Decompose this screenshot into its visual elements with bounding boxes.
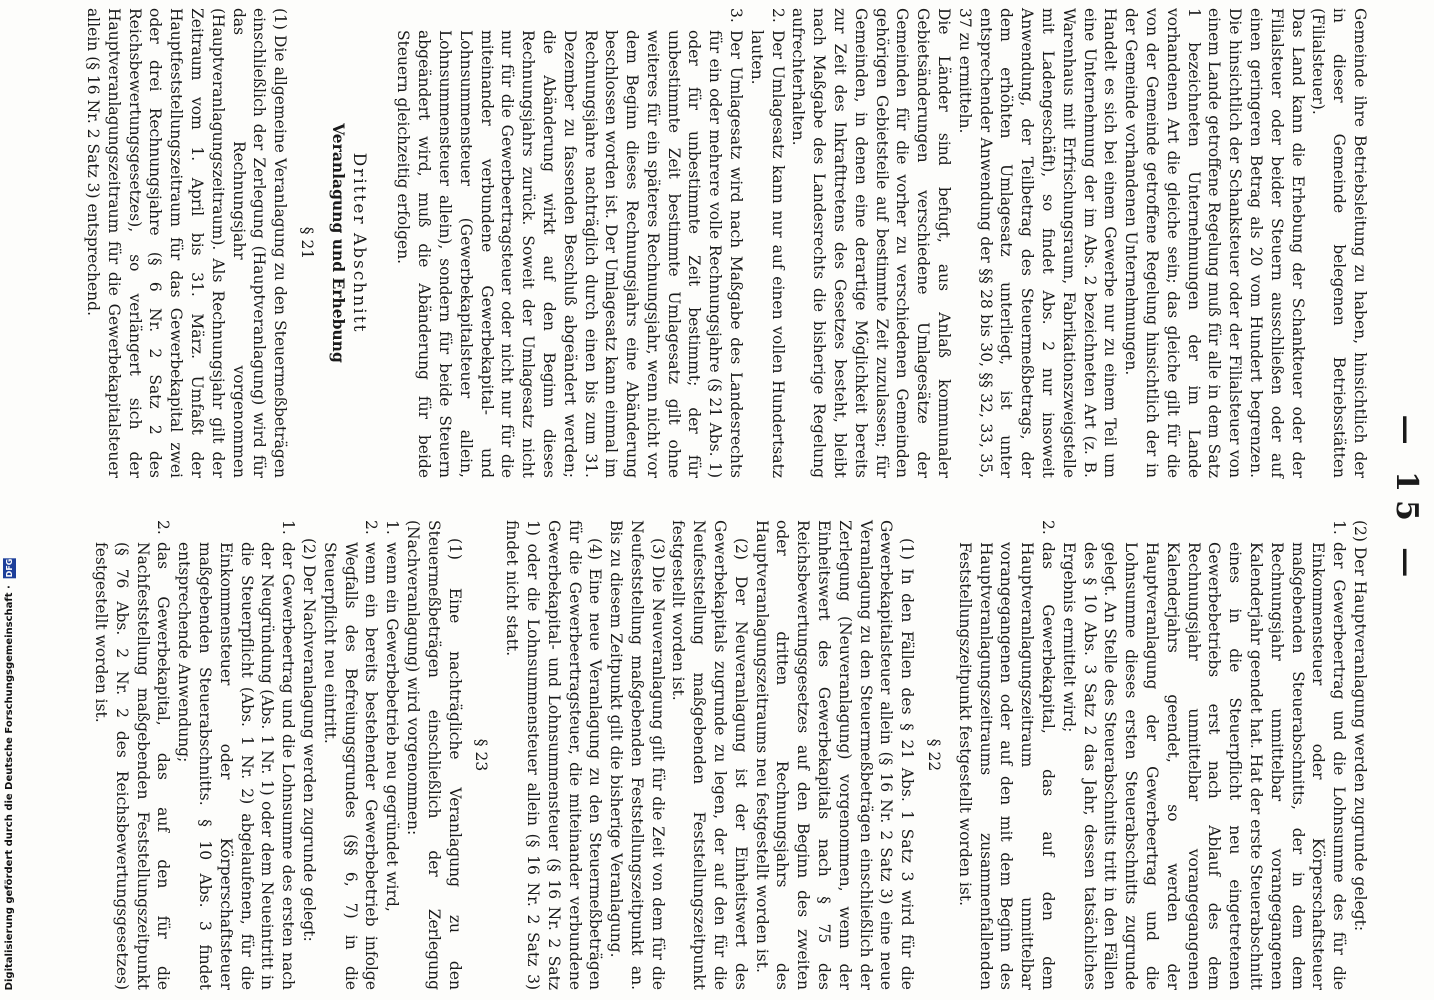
list-text: der Gewerbeertrag und die Lohnsumme des für die Einkommensteuer oder Körperschaftsteuer maßgebenden Steuerabschnitts, der in dem dem Rechnungsjahr unmittelbar vorangegangenen Kalenderjahr geendet hat. Hat der erste Steuerabschnitt eines in die Steuerpflicht neu eingetretenen Gewerbebetriebs erst nach Ablauf des dem Rechnungsjahr unmittelbar vorangegangenen Kalenderjahrs geendet, so werden der Hauptveranlagung der Gewerbeertrag und die Lohnsumme dieses ersten Steuerabschnitts zugrunde gelegt. An Stelle des Steuerabschnitts tritt in den Fällen des § 10 Abs. 3 Satz 2 das Jahr, dessen tatsächliches Ergebnis ermittelt wird; (1059, 542, 1349, 990)
list-number: 2. (768, 8, 787, 23)
section-heading: Veranlagung und Erhebung (328, 123, 348, 363)
list-number: 1. (1330, 520, 1349, 535)
list-text: das Gewerbekapital, das auf den dem Hauptveranlagungszeitraum unmittelbar vorangegangenen oder auf den mit dem Beginn des Hauptveranlagungszeitraums zusammenfallenden Feststellungszeitpunkt festgestellt worden ist. (955, 542, 1058, 990)
dfg-logo: DFG (5, 558, 14, 578)
list-item (393, 8, 747, 478)
paragraph: (2) Der Hauptveranlagung werden zugrunde gelegt: (1351, 520, 1369, 932)
list-item (90, 520, 173, 990)
list-number: 3. (727, 8, 746, 23)
list-item (381, 520, 402, 990)
section-heading: Dritter Abschnitt (348, 152, 369, 334)
list-item (319, 520, 381, 990)
list-item (746, 8, 788, 478)
digitization-credit (0, 0, 20, 1000)
list-text: wenn ein bereits bestehender Gewerbebetrieb infolge Wegfalls des Befreiungsgrundes (§§ 6, 7) in die Steuerpflicht neu eintritt. (320, 542, 381, 990)
list-number: 1. (279, 520, 298, 535)
paragraph: (1) Die allgemeine Veranlagung zu den Steuermeßbeträgen einschließlich der Zerlegung (Hauptveranlagung) wird für das Rechnungsjahr vorgenommen (Hauptveranlagungszeitraum). Als Rechnungsjahr gilt der Zeitraum vom 1. April bis 31. März. Umfaßt der Hauptfeststellungszeitraum für das Gewerbekapital zwei oder drei Rechnungsjahre (§ 6 Nr. 2 Satz 2 des Reichsbewertungsgesetzes), so verlängert sich der Hauptveranlagungszeitraum für die Gewerbekapitalsteuer allein (§ 16 Nr. 2 Satz 3) entsprechend. (83, 8, 290, 478)
list-item (954, 520, 1058, 990)
paragraph: Handelt es sich bei einem Gewerbe nur zu einem Teil um eine Unternehmung der im Abs. 2 bezeichneten Art (z. B. Warenhaus mit Erfrischungsraum, Fabrikationszweigstelle mit Ladengeschäft), so findet Abs. 2 nur insoweit Anwendung, der Teilbetrag des Steuermeßbetrags, der dem erhöhten Umlagesatz unterliegt, ist unter entsprechender Anwendung der §§ 28 bis 30, §§ 32, 33, 35, 37 zu ermitteln. (955, 8, 1120, 478)
left-column (82, 8, 1370, 478)
list-number: 1. (383, 520, 402, 535)
paragraph: Das Land kann die Erhebung der Schankteuer oder der Filialsteuer oder beider Steuern ausschließen oder auf einen geringeren Betrag als 20 vom Hundert begrenzen. Die hinsichtlich der Schanksteuer oder der Filialsteuer von einem Lande getroffene Regelung muß für alle in dem Satz 1 bezeichneten Unternehmungen der im Lande vorhandenen Art die gleiche sein; das gleiche gilt für die von der Gemeinde getroffene Regelung hinsichtlich der in der Gemeinde vorhandenen Unternehmungen. (1122, 8, 1307, 478)
list-text: wenn ein Gewerbebetrieb neu gegründet wird, (383, 542, 402, 912)
credit-text: Digitalisierung gefördert durch die Deutsche Forschungsgemeinschaft · (4, 584, 15, 990)
list-number: 2. (1039, 520, 1058, 535)
list-text: Der Umlagesatz kann nur auf einen vollen Hundertsatz lauten. (747, 30, 787, 478)
right-column (90, 520, 1370, 990)
list-number: 2. (154, 520, 173, 535)
list-number: 2. (362, 520, 381, 535)
paragraph: Die Länder sind befugt, aus Anlaß kommunaler Gebietsänderungen verschiedene Umlagesätze der Gemeinden für die vorher zu verschiedenen Gemeinden gehörigen Gebietsteile auf bestimmte Zeit zuzulassen; für Gemeinden, in denen eine derartige Möglichkeit bereits zur Zeit des Inkrafttretens des Gesetzes besteht, bleibt nach Maßgabe des Landesrechts die bisherige Regelung aufrechterhalten. (789, 8, 954, 478)
paragraph: (1) In den Fällen des § 21 Abs. 1 Satz 3 wird für die Gewerbekapitalsteuer allein (§ 16 Nr. 2 Satz 3) eine neue Veranlagung zu den Steuermeßbeträgen einschließlich der Zerlegung (Neuveranlagung) vorgenommen, wenn der Einheitswert des Gewerbekapitals nach § 75 des Reichsbewertungsgesetzes auf den Beginn des zweiten oder dritten Rechnungsjahrs des Hauptveranlagungszeitraums neu festgestellt worden ist. (752, 520, 917, 990)
paragraph: (2) Der Neuveranlagung ist der Einheitswert des Gewerbekapitals zugrunde zu legen, der auf den für die Neufeststellung maßgebenden Feststellungszeitpunkt festgestellt worden ist. (669, 520, 750, 990)
list-item (1058, 520, 1349, 990)
paragraph-number: § 21 (297, 226, 316, 260)
list-item (173, 520, 298, 990)
paragraph: (2) Der Nachveranlagung werden zugrunde gelegt: (299, 538, 318, 942)
paragraph: Gemeinde ihre Betriebsleitung zu haben, hinsichtlich der in dieser Gemeinde belegenen Betriebsstätten (Filialsteuer). (1309, 8, 1369, 478)
paragraph-number: § 23 (472, 738, 491, 772)
rotated-page-content (83, 0, 1430, 1000)
paragraph: (1) Eine nachträgliche Veranlagung zu den Steuermeßbeträgen einschließlich der Zerlegung (Nachveranlagung) wird vorgenommen: (403, 520, 464, 990)
paragraph: (4) Eine neue Veranlagung zu den Steuermeßbeträgen für die Gewerbeertragsteuer, die miteinander verbundene Gewerbekapital- und Lohnsummensteuer (§ 16 Nr. 2 Satz 1) oder die Lohnsummensteuer allein (§ 16 Nr. 2 Satz 3) findet nicht statt. (503, 520, 605, 990)
page-number: — 15 — (1389, 414, 1424, 586)
list-text: Der Umlagesatz wird nach Maßgabe des Landesrechts für ein oder mehrere volle Rechnungsjahre (§ 21 Abs. 1) oder für unbestimmte Zeit bestimmt; der für unbestimmte Zeit bestimmte Umlagesatz gilt ohne weiteres für ein späteres Rechnungsjahr, wenn nicht vor dem Beginn dieses Rechnungsjahrs eine Abänderung beschlossen worden ist. Der Umlagesatz kann einmal im Rechnungsjahre nachträglich durch einen bis zum 31. Dezember zu fassenden Beschluß abgeändert werden; die Abänderung wirkt auf den Beginn dieses Rechnungsjahrs zurück. Soweit der Umlagesatz nicht nur für die Gewerbeertragsteuer oder nicht nur für die miteinander verbundene Gewerbekapital- und Lohnsummensteuer (Gewerbekapitalsteuer allein, Lohnsummensteuer allein), sondern für beide Steuern abgeändert wird, muß die Abänderung für beide Steuern gleichzeitig erfolgen. (394, 30, 746, 478)
paragraph-number: § 22 (925, 738, 944, 772)
paragraph: (3) Die Neuveranlagung gilt für die Zeit von dem für die Neufeststellung maßgebenden Feststellungszeitpunkt an. Bis zu diesem Zeitpunkt gilt die bisherige Veranlagung. (607, 520, 667, 990)
list-text: das Gewerbekapital, das auf den für die Nachfeststellung maßgebenden Feststellungszeitpunkt (§ 76 Abs. 2 Nr. 2 des Reichsbewertungsgesetzes) festgestellt worden ist. (91, 542, 173, 990)
list-text: der Gewerbeertrag und die Lohnsumme des ersten nach der Neugründung (Abs. 1 Nr. 1) oder dem Neueintritt in die Steuerpflicht (Abs. 1 Nr. 2) abgelaufenen, für die Einkommensteuer oder Körperschaftsteuer maßgebenden Steuerabschnitts. § 10 Abs. 3 findet entsprechende Anwendung; (175, 542, 298, 990)
